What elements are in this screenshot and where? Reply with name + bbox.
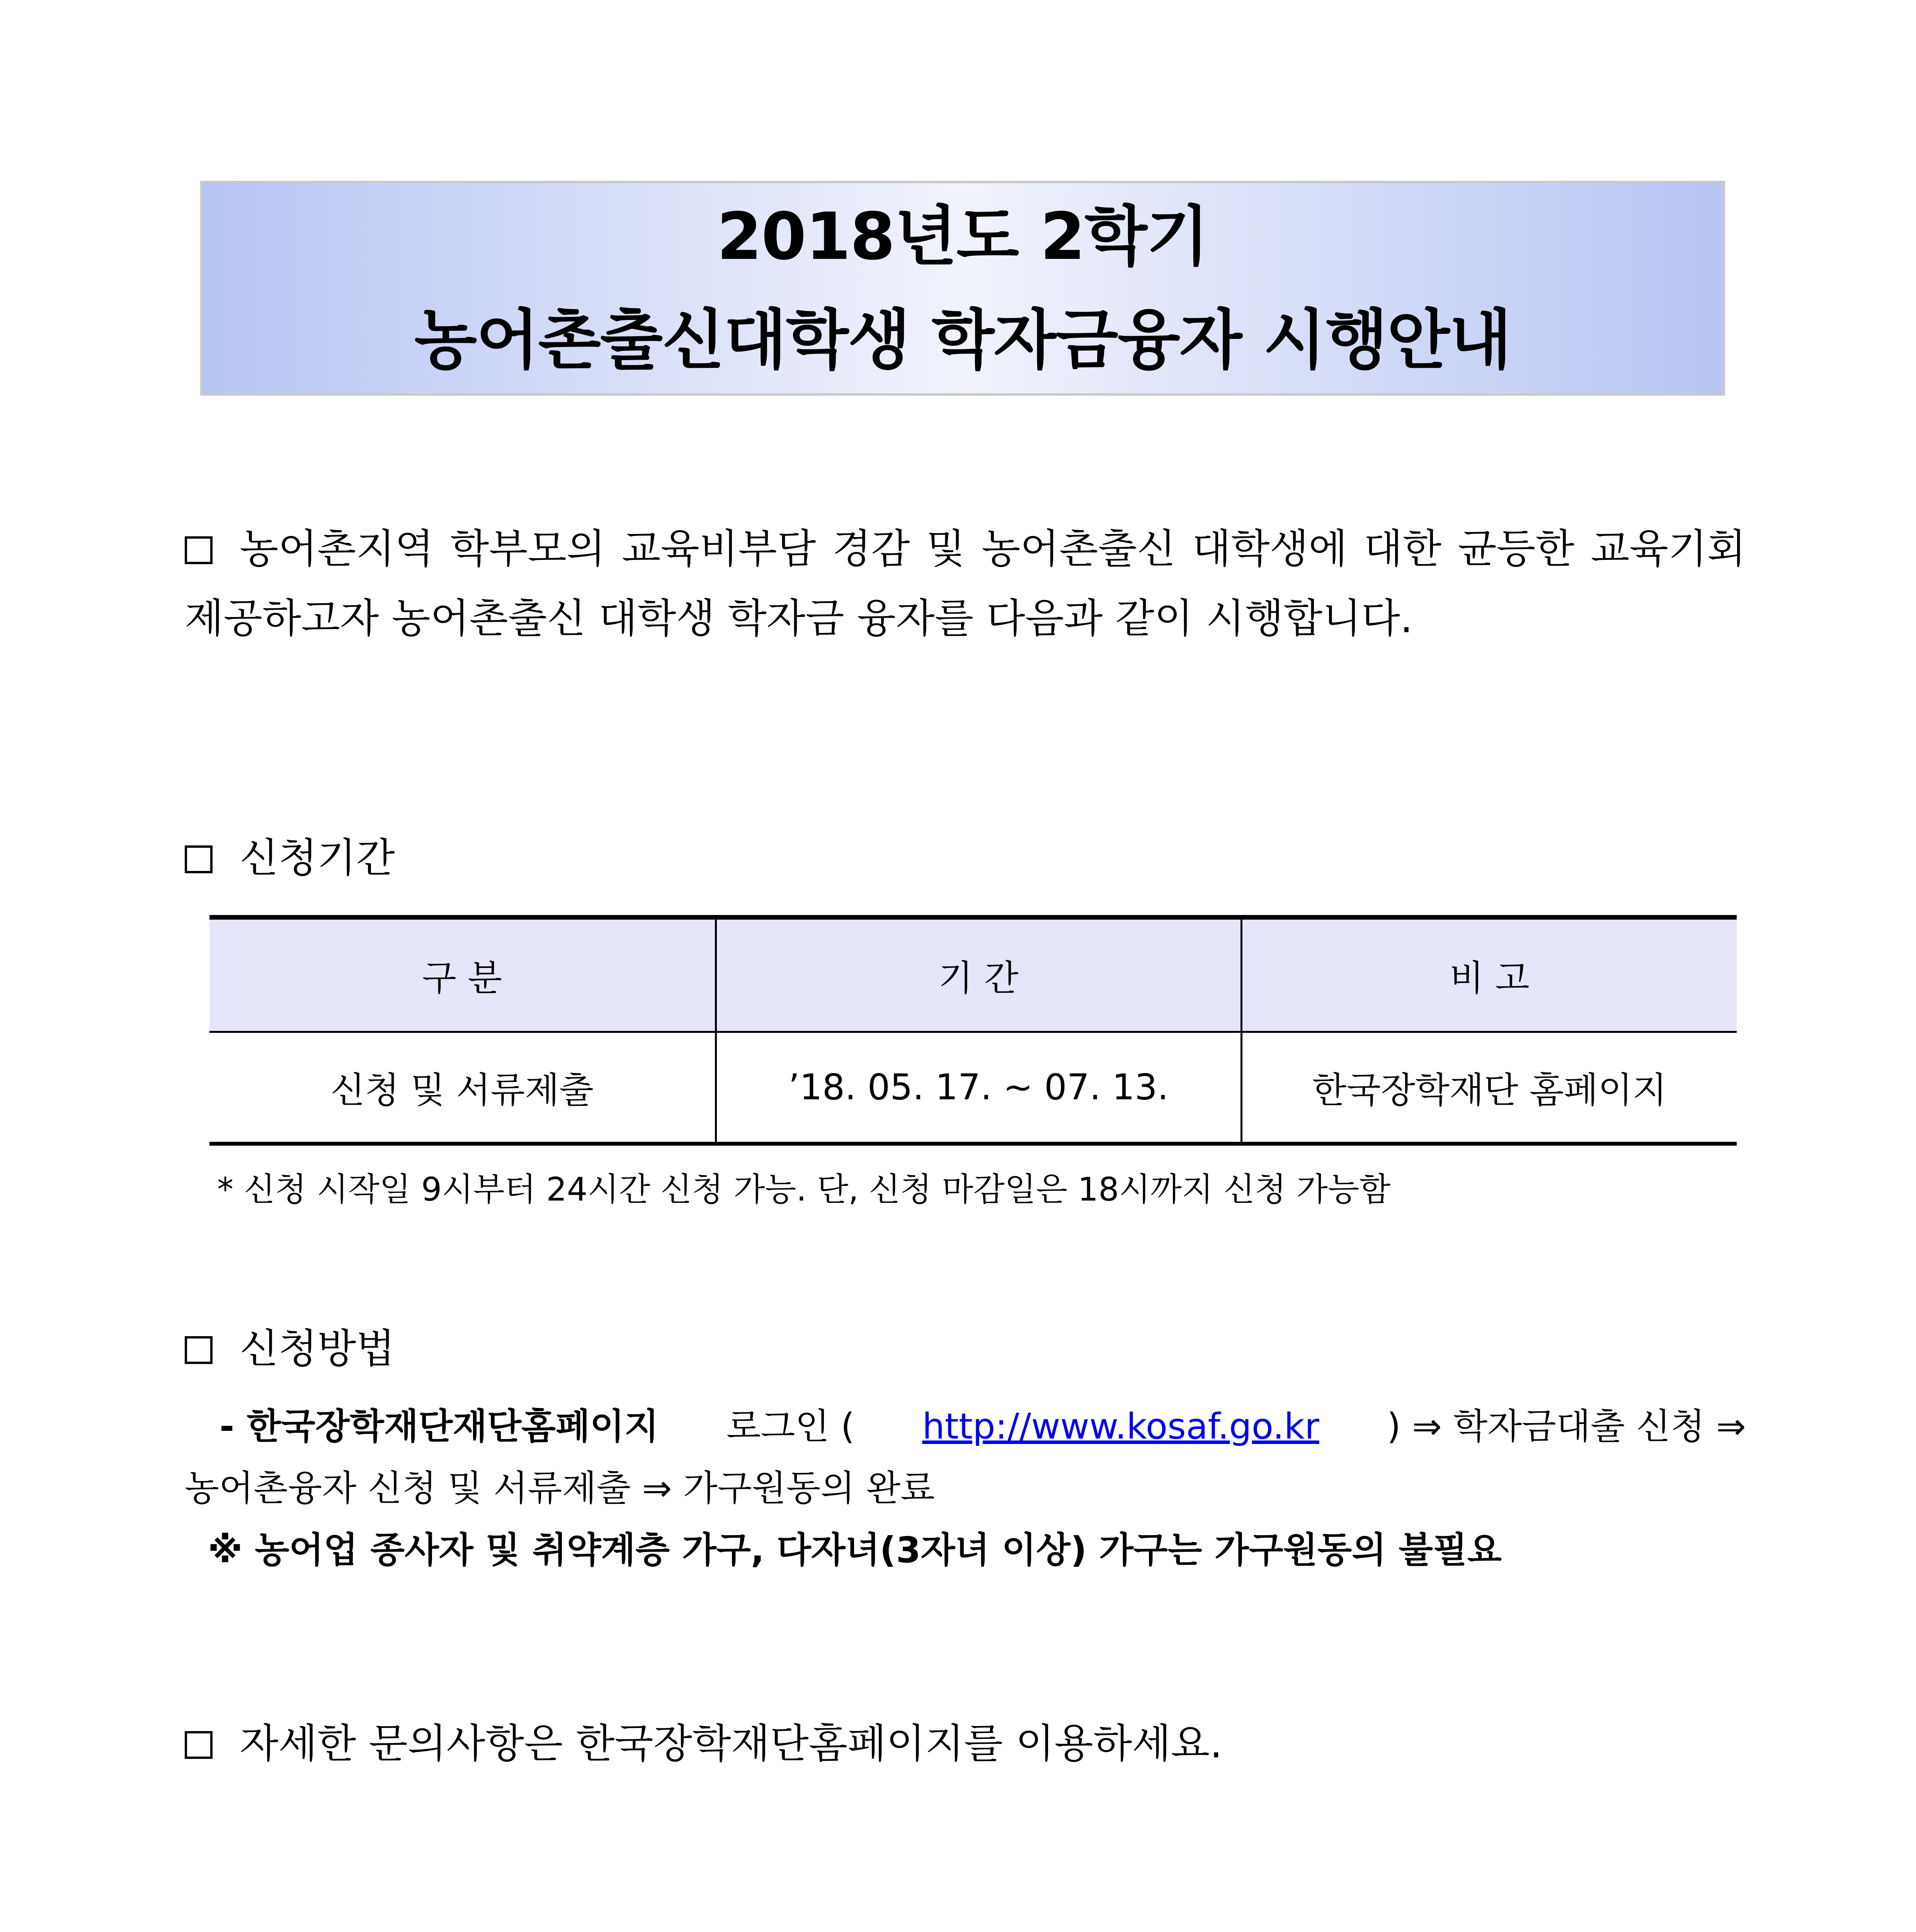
title-line-2: 농어촌출신대학생 학자금융자 시행안내	[414, 302, 1511, 378]
period-heading	[185, 831, 395, 885]
cell-period: ’18. 05. 17. ~ 07. 13.	[716, 1032, 1241, 1144]
checkbox-icon	[185, 1336, 213, 1364]
method-prefix: - 한국장학재단재단홈페이지	[220, 1406, 659, 1447]
method-heading	[185, 1321, 395, 1376]
header-remarks: 비 고	[1241, 917, 1737, 1032]
method-login: 로그인 (	[726, 1406, 855, 1447]
checkbox-icon	[185, 1731, 213, 1759]
header-period: 기 간	[716, 917, 1241, 1032]
cell-remarks: 한국장학재단 홈페이지	[1241, 1032, 1737, 1144]
checkbox-icon	[185, 845, 213, 873]
department-signature	[0, 1928, 1916, 1932]
checkbox-icon	[185, 536, 213, 564]
method-line-3: ※ 농어업 종사자 및 취약계층 가구, 다자녀(3자녀 이상) 가구는 가구원동의 불필요	[208, 1529, 1502, 1571]
signature-char	[1197, 1928, 1280, 1932]
kosaf-link[interactable]: http://www.kosaf.go.kr	[922, 1406, 1319, 1447]
title-banner	[200, 181, 1725, 396]
method-steps: ) ⇒ 학자금대출 신청 ⇒	[1387, 1406, 1746, 1447]
intro-text: 농어촌지역 학부모의 교육비부담 경감 및 농어촌출신 대학생에 대한 균등한 교육기회 제공하고자 농어촌출신 대학생 학자금 융자를 다음과 같이 시행합니다.	[185, 525, 1746, 642]
title-line-1: 2018년도 2학기	[716, 199, 1209, 274]
method-line-2: 농어촌융자 신청 및 서류제출 ⇒ 가구원동의 완료	[185, 1468, 935, 1509]
period-note: * 신청 시작일 9시부터 24시간 신청 가능. 단, 신청 마감일은 18시까지 신청 가능함	[217, 1170, 1391, 1208]
intro-paragraph	[185, 514, 1746, 653]
signature-char	[917, 1928, 999, 1932]
cell-category: 신청 및 서류제출	[209, 1032, 716, 1144]
method-heading-text: 신청방법	[240, 1325, 395, 1372]
period-heading-text: 신청기간	[240, 834, 395, 881]
signature-char	[637, 1928, 719, 1932]
header-category: 구 분	[209, 917, 716, 1032]
inquiry-text: 자세한 문의사항은 한국장학재단홈페이지를 이용하세요.	[240, 1720, 1223, 1767]
table-header-row	[209, 917, 1737, 1032]
table-row	[209, 1032, 1737, 1144]
signature-char	[777, 1928, 859, 1932]
inquiry-line	[185, 1716, 1222, 1770]
schedule-table	[209, 915, 1737, 1146]
method-line-1	[185, 1396, 1746, 1458]
signature-char	[1057, 1928, 1139, 1932]
